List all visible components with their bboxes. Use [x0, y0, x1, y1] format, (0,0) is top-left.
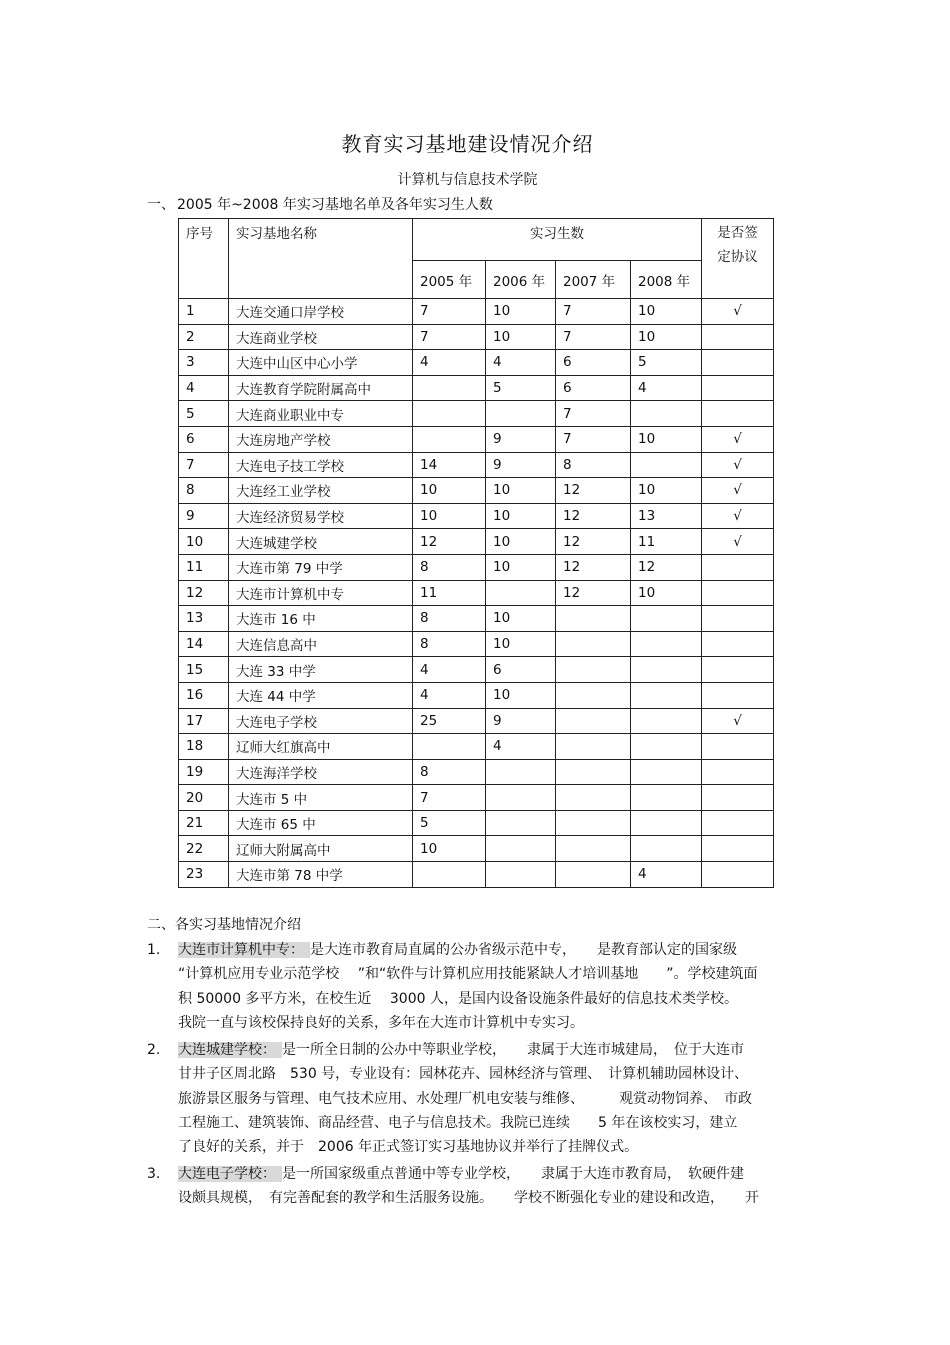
cell-2007: 7 [556, 299, 631, 325]
cell-seq: 8 [179, 478, 229, 504]
cell-2005 [413, 426, 486, 452]
cell-signed [702, 350, 774, 376]
cell-2007: 7 [556, 401, 631, 427]
table-row [179, 785, 774, 811]
cell-school-name: 大连市第 78 中学 [229, 862, 413, 888]
cell-2007: 7 [556, 426, 631, 452]
cell-2005: 10 [413, 836, 486, 862]
section1-title: 2005 年~2008 年实习基地名单及各年实习生人数 [177, 197, 493, 213]
cell-2008: 10 [631, 580, 702, 606]
cell-seq: 6 [179, 426, 229, 452]
cell-school-name: 大连市 5 中 [229, 785, 413, 811]
cell-2005: 10 [413, 503, 486, 529]
cell-school-name: 大连城建学校 [229, 529, 413, 555]
cell-signed: √ [702, 708, 774, 734]
cell-2006: 10 [486, 324, 556, 350]
section2-heading: 二、各实习基地情况介绍 [147, 917, 301, 933]
cell-school-name: 大连电子学校 [229, 708, 413, 734]
cell-2005 [413, 401, 486, 427]
cell-2006: 10 [486, 503, 556, 529]
school-name: 大连城建学校： [178, 1042, 282, 1058]
cell-2006 [486, 836, 556, 862]
header-year: 2005 年 [413, 261, 486, 299]
item-line: 是一所全日制的公办中等职业学校， 隶属于大连市城建局， 位于大连市 [282, 1042, 744, 1058]
cell-seq: 1 [179, 299, 229, 325]
cell-school-name: 大连市 65 中 [229, 810, 413, 836]
cell-signed [702, 554, 774, 580]
document-title: 教育实习基地建设情况介绍 [341, 132, 594, 156]
cell-2007: 12 [556, 554, 631, 580]
cell-school-name: 大连商业职业中专 [229, 401, 413, 427]
table-row [179, 426, 774, 452]
cell-2007: 12 [556, 503, 631, 529]
cell-seq: 2 [179, 324, 229, 350]
internship-table [178, 218, 774, 888]
item-line: 我院一直与该校保持良好的关系，多年在大连市计算机中专实习。 [178, 1014, 584, 1031]
cell-school-name: 大连市 16 中 [229, 606, 413, 632]
header-signed-line2: 定协议 [717, 249, 758, 265]
cell-school-name: 大连交通口岸学校 [229, 299, 413, 325]
cell-signed [702, 862, 774, 888]
cell-seq: 17 [179, 708, 229, 734]
cell-2005: 5 [413, 810, 486, 836]
cell-school-name: 大连中山区中心小学 [229, 350, 413, 376]
cell-school-name: 大连房地产学校 [229, 426, 413, 452]
cell-2006: 10 [486, 478, 556, 504]
cell-signed [702, 785, 774, 811]
cell-2005: 14 [413, 452, 486, 478]
cell-school-name: 大连市第 79 中学 [229, 554, 413, 580]
cell-2006 [486, 580, 556, 606]
cell-seq: 7 [179, 452, 229, 478]
table-row [179, 478, 774, 504]
cell-seq: 15 [179, 657, 229, 683]
cell-seq: 12 [179, 580, 229, 606]
cell-2007 [556, 759, 631, 785]
cell-2006: 9 [486, 452, 556, 478]
cell-2005: 8 [413, 606, 486, 632]
cell-signed [702, 657, 774, 683]
intro-item [147, 938, 817, 1035]
cell-2006: 10 [486, 529, 556, 555]
cell-2008: 10 [631, 478, 702, 504]
cell-seq: 3 [179, 350, 229, 376]
cell-seq: 9 [179, 503, 229, 529]
cell-seq: 13 [179, 606, 229, 632]
cell-2008 [631, 657, 702, 683]
cell-signed: √ [702, 452, 774, 478]
cell-signed: √ [702, 478, 774, 504]
cell-seq: 16 [179, 682, 229, 708]
header-name: 实习基地名称 [229, 219, 413, 299]
cell-2006: 10 [486, 299, 556, 325]
cell-2006: 10 [486, 682, 556, 708]
school-name: 大连市计算机中专： [178, 942, 310, 958]
item-index: 1. [147, 942, 161, 958]
cell-2007 [556, 708, 631, 734]
cell-2008 [631, 401, 702, 427]
table-row [179, 657, 774, 683]
cell-2008 [631, 734, 702, 760]
cell-signed [702, 682, 774, 708]
item-line: 是一所国家级重点普通中等专业学校， 隶属于大连市教育局， 软硬件建 [282, 1166, 744, 1182]
cell-2006 [486, 759, 556, 785]
item-line: 积 50000 多平方米，在校生近 3000 人，是国内设备设施条件最好的信息技术类学校。 [178, 990, 738, 1007]
header-year: 2008 年 [631, 261, 702, 299]
cell-2005: 4 [413, 657, 486, 683]
table-row [179, 452, 774, 478]
cell-school-name: 大连商业学校 [229, 324, 413, 350]
cell-2008 [631, 759, 702, 785]
table-row [179, 708, 774, 734]
header-seq: 序号 [179, 219, 229, 299]
table-row [179, 606, 774, 632]
cell-2006: 10 [486, 554, 556, 580]
item-line: “计算机应用专业示范学校 ”和“软件与计算机应用技能紧缺人才培训基地 ”。学校建筑面 [178, 966, 758, 983]
cell-2005: 11 [413, 580, 486, 606]
cell-signed: √ [702, 299, 774, 325]
cell-signed [702, 324, 774, 350]
cell-2008 [631, 785, 702, 811]
cell-school-name: 大连经济贸易学校 [229, 503, 413, 529]
item-line: 工程施工、建筑装饰、商品经营、电子与信息技术。我院已连续 5 年在该校实习，建立 [178, 1114, 738, 1131]
cell-2007: 12 [556, 478, 631, 504]
table-row [179, 682, 774, 708]
cell-school-name: 大连经工业学校 [229, 478, 413, 504]
cell-2005: 25 [413, 708, 486, 734]
cell-2007 [556, 606, 631, 632]
cell-2005: 4 [413, 682, 486, 708]
item-line: 甘井子区周北路 530 号，专业设有：园林花卉、园林经济与管理、 计算机辅助园林设计、 [178, 1066, 749, 1083]
cell-2008: 12 [631, 554, 702, 580]
item-index: 2. [147, 1042, 161, 1058]
cell-2008 [631, 836, 702, 862]
table-row [179, 836, 774, 862]
cell-signed [702, 631, 774, 657]
header-signed-line1: 是否签 [717, 225, 758, 241]
header-students: 实习生数 [413, 219, 702, 261]
cell-2007 [556, 657, 631, 683]
cell-2007: 6 [556, 375, 631, 401]
cell-2006: 10 [486, 606, 556, 632]
cell-2005: 7 [413, 299, 486, 325]
cell-2008: 4 [631, 862, 702, 888]
document-subtitle: 计算机与信息技术学院 [397, 172, 538, 188]
cell-2007 [556, 836, 631, 862]
cell-seq: 5 [179, 401, 229, 427]
cell-signed [702, 606, 774, 632]
item-line: 旅游景区服务与管理、电气技术应用、水处理厂机电安装与维修、 观赏动物饲养、 市政 [178, 1090, 752, 1107]
cell-seq: 11 [179, 554, 229, 580]
cell-signed: √ [702, 426, 774, 452]
cell-school-name: 大连 33 中学 [229, 657, 413, 683]
cell-2008 [631, 682, 702, 708]
cell-2008 [631, 606, 702, 632]
cell-signed [702, 759, 774, 785]
cell-2006 [486, 785, 556, 811]
table-row [179, 580, 774, 606]
cell-2008: 10 [631, 426, 702, 452]
cell-school-name: 大连 44 中学 [229, 682, 413, 708]
cell-2008 [631, 631, 702, 657]
cell-signed [702, 401, 774, 427]
cell-2008: 10 [631, 324, 702, 350]
table-row [179, 529, 774, 555]
cell-signed [702, 580, 774, 606]
cell-2008: 4 [631, 375, 702, 401]
cell-2007 [556, 862, 631, 888]
cell-seq: 14 [179, 631, 229, 657]
cell-2008: 10 [631, 299, 702, 325]
header-year: 2006 年 [486, 261, 556, 299]
table-row [179, 759, 774, 785]
item-line: 了良好的关系，并于 2006 年正式签订实习基地协议并举行了挂牌仪式。 [178, 1139, 639, 1156]
cell-2006: 10 [486, 631, 556, 657]
table-row [179, 299, 774, 325]
header-year: 2007 年 [556, 261, 631, 299]
cell-2007 [556, 734, 631, 760]
cell-seq: 20 [179, 785, 229, 811]
cell-2008 [631, 452, 702, 478]
cell-2006: 4 [486, 734, 556, 760]
cell-signed [702, 836, 774, 862]
cell-seq: 21 [179, 810, 229, 836]
cell-2006: 6 [486, 657, 556, 683]
cell-2007: 12 [556, 529, 631, 555]
cell-seq: 18 [179, 734, 229, 760]
cell-signed: √ [702, 529, 774, 555]
cell-school-name: 大连海洋学校 [229, 759, 413, 785]
cell-2006: 5 [486, 375, 556, 401]
cell-2007 [556, 682, 631, 708]
cell-2006 [486, 810, 556, 836]
cell-2006 [486, 401, 556, 427]
cell-2008: 5 [631, 350, 702, 376]
cell-seq: 22 [179, 836, 229, 862]
item-line: 是大连市教育局直属的公办省级示范中专， 是教育部认定的国家级 [310, 942, 737, 958]
cell-2005 [413, 375, 486, 401]
cell-2005: 12 [413, 529, 486, 555]
cell-2005: 7 [413, 785, 486, 811]
section1-heading [147, 194, 493, 214]
table-row [179, 401, 774, 427]
cell-school-name: 大连教育学院附属高中 [229, 375, 413, 401]
cell-seq: 4 [179, 375, 229, 401]
cell-2005 [413, 862, 486, 888]
cell-signed: √ [702, 503, 774, 529]
table-row [179, 324, 774, 350]
cell-2007: 8 [556, 452, 631, 478]
cell-2007 [556, 810, 631, 836]
cell-2008: 11 [631, 529, 702, 555]
cell-2005: 7 [413, 324, 486, 350]
cell-2007 [556, 631, 631, 657]
table-row [179, 810, 774, 836]
cell-2006: 9 [486, 708, 556, 734]
cell-signed [702, 734, 774, 760]
cell-2007: 6 [556, 350, 631, 376]
cell-school-name: 辽师大红旗高中 [229, 734, 413, 760]
table-row [179, 350, 774, 376]
cell-2005: 8 [413, 631, 486, 657]
cell-signed [702, 810, 774, 836]
cell-2007 [556, 785, 631, 811]
cell-2007: 12 [556, 580, 631, 606]
table-row [179, 734, 774, 760]
intro-item [147, 1162, 817, 1211]
cell-2007: 7 [556, 324, 631, 350]
school-name: 大连电子学校： [178, 1166, 282, 1182]
cell-2008: 13 [631, 503, 702, 529]
cell-school-name: 辽师大附属高中 [229, 836, 413, 862]
table-body [179, 299, 774, 888]
cell-2005: 4 [413, 350, 486, 376]
cell-seq: 23 [179, 862, 229, 888]
cell-seq: 19 [179, 759, 229, 785]
table-row [179, 503, 774, 529]
cell-school-name: 大连市计算机中专 [229, 580, 413, 606]
cell-school-name: 大连电子技工学校 [229, 452, 413, 478]
cell-2006 [486, 862, 556, 888]
cell-2005: 8 [413, 554, 486, 580]
cell-2008 [631, 810, 702, 836]
cell-2006: 9 [486, 426, 556, 452]
cell-2006: 4 [486, 350, 556, 376]
cell-2005: 8 [413, 759, 486, 785]
cell-2005: 10 [413, 478, 486, 504]
item-line: 设颇具规模， 有完善配套的教学和生活服务设施。 学校不断强化专业的建设和改造， 开 [178, 1190, 759, 1207]
intro-item [147, 1038, 817, 1159]
table-row [179, 375, 774, 401]
table-row [179, 631, 774, 657]
cell-seq: 10 [179, 529, 229, 555]
cell-signed [702, 375, 774, 401]
item-index: 3. [147, 1166, 161, 1182]
table-row [179, 554, 774, 580]
section1-number: 一、 [147, 197, 175, 213]
cell-2005 [413, 734, 486, 760]
header-signed [702, 219, 774, 299]
cell-2008 [631, 708, 702, 734]
cell-school-name: 大连信息高中 [229, 631, 413, 657]
table-row [179, 862, 774, 888]
